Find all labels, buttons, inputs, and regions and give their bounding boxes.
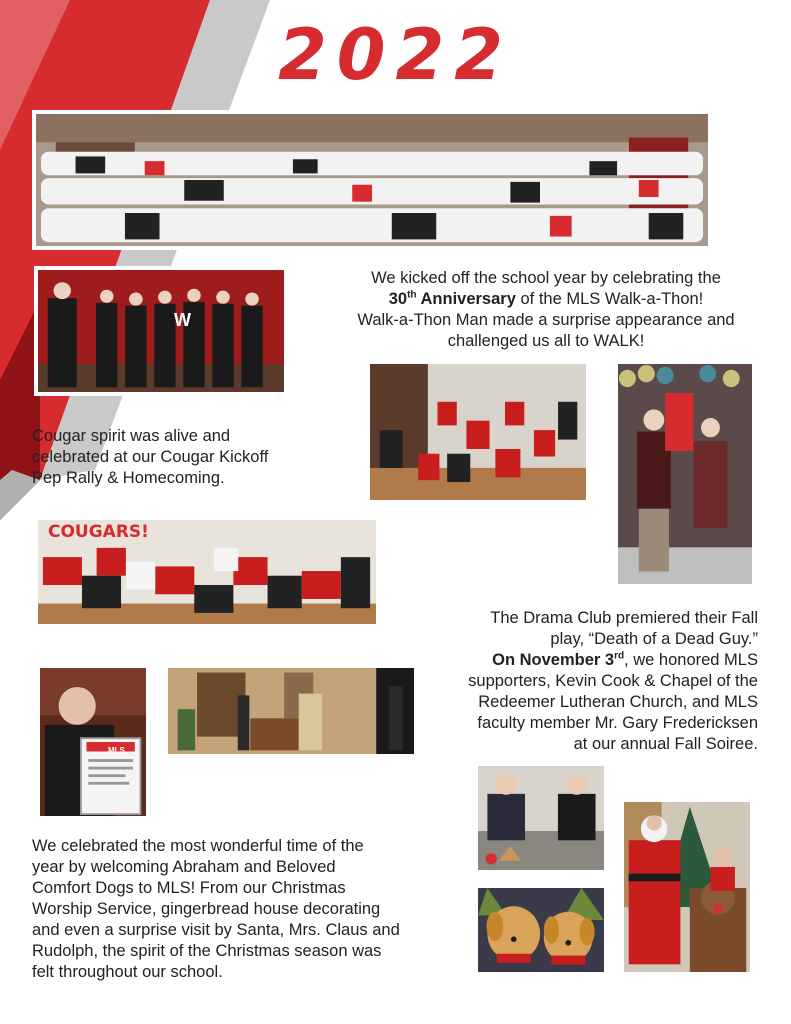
christmas-paragraph	[32, 836, 472, 983]
drama-line-5: Redeemer Lutheran Church, and MLS	[478, 693, 758, 711]
walkathon-line-3: Walk-a-Thon Man made a surprise appearance and	[357, 311, 735, 329]
photo-drama-play-stage	[164, 664, 418, 758]
drama-line-6: faculty member Mr. Gary Fredericksen	[477, 714, 758, 732]
photo-cougars-pep-rally	[34, 516, 380, 628]
photo-award-honoree	[36, 664, 150, 820]
cougar-line-2: celebrated at our Cougar Kickoff	[32, 448, 269, 466]
photo-bleachers-group	[366, 360, 590, 504]
photo-comfort-dogs	[474, 884, 608, 976]
christmas-line-5: and even a surprise visit by Santa, Mrs. Claus and	[32, 921, 400, 939]
photo-student-group	[32, 110, 712, 250]
walkathon-line-4: challenged us all to WALK!	[447, 332, 645, 350]
christmas-line-3: Comfort Dogs to MLS! From our Christmas	[32, 879, 346, 897]
christmas-line-2: year by welcoming Abraham and Beloved	[32, 858, 336, 876]
shirt-letter: W	[174, 310, 191, 330]
christmas-line-6: Rudolph, the spirit of the Christmas season was	[32, 942, 382, 960]
photo-walkathon-team	[34, 266, 288, 396]
drama-line-2: play, “Death of a Dead Guy.”	[550, 630, 758, 648]
walkathon-paragraph	[322, 268, 770, 352]
christmas-line-7: felt throughout our school.	[32, 963, 223, 981]
cougar-paragraph	[32, 426, 332, 489]
drama-paragraph	[410, 608, 758, 755]
cougars-banner: COUGARS!	[48, 522, 149, 542]
cougar-line-3: Pep Rally & Homecoming.	[32, 469, 225, 487]
walkathon-bold: 30th Anniversary	[388, 289, 516, 308]
drama-line-7: at our annual Fall Soiree.	[573, 735, 758, 753]
drama-bold: On November 3rd	[492, 650, 625, 669]
christmas-line-4: Worship Service, gingerbread house decorating	[32, 900, 381, 918]
photo-santa-rudolph	[620, 798, 754, 976]
drama-line-3: On November 3rd, we honored MLS	[492, 650, 758, 669]
christmas-line-1: We celebrated the most wonderful time of the	[32, 837, 364, 855]
award-logo: MLS	[108, 746, 125, 755]
page-title: 2022	[278, 14, 513, 96]
photo-homecoming-court	[614, 360, 756, 588]
photo-gingerbread-decorating	[474, 762, 608, 874]
drama-line-4: supporters, Kevin Cook & Chapel of the	[468, 672, 758, 690]
drama-line-1: The Drama Club premiered their Fall	[490, 609, 758, 627]
walkathon-line-2: 30th Anniversary of the MLS Walk-a-Thon!	[388, 289, 704, 308]
walkathon-line-1: We kicked off the school year by celebrating the	[371, 269, 721, 287]
cougar-line-1: Cougar spirit was alive and	[32, 427, 231, 445]
